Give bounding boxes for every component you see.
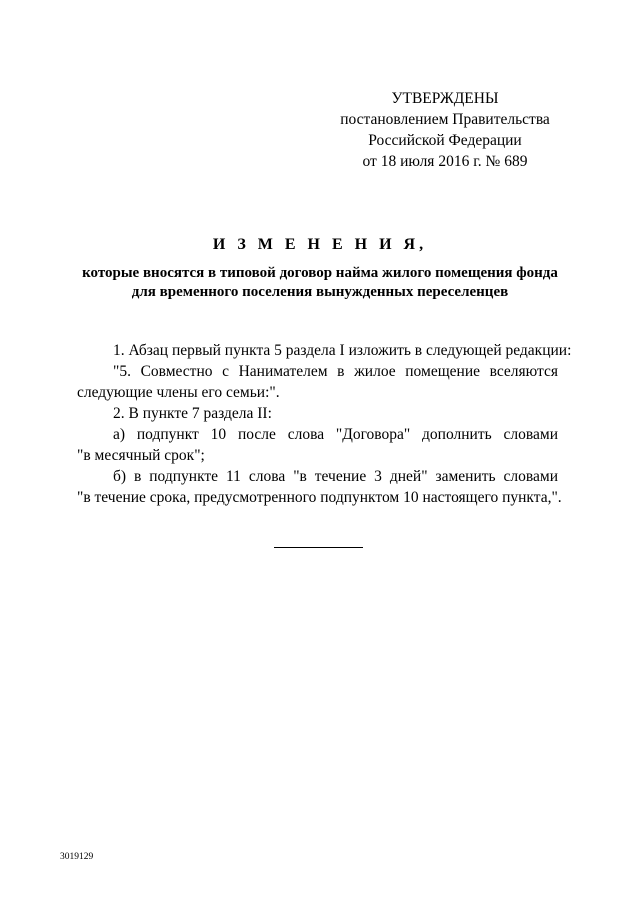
paragraph-4-line-2: "в месячный срок";: [77, 447, 205, 464]
subtitle-line: которые вносятся в типовой договор найма жилого помещения фонда: [82, 265, 558, 281]
subtitle-line: для временного поселения вынужденных переселенцев: [131, 284, 509, 300]
paragraph-5-line-1: б) в подпункте 11 слова "в течение 3 дней" заменить словами: [113, 468, 558, 485]
paragraph-2-line-2: следующие члены его семьи:".: [77, 384, 280, 401]
paragraph-1: 1. Абзац первый пункта 5 раздела I изложить в следующей редакции:: [113, 342, 572, 359]
paragraph-5-line-2: "в течение срока, предусмотренного подпунктом 10 настоящего пункта,".: [77, 489, 562, 506]
document-subtitle: [60, 264, 580, 302]
approval-heading: УТВЕРЖДЕНЫ: [391, 90, 499, 107]
paragraph-4-line-1: а) подпункт 10 после слова "Договора" дополнить словами: [113, 426, 558, 443]
paragraph-2-line-1: "5. Совместно с Нанимателем в жилое помещение вселяются: [113, 363, 558, 380]
approval-date: от 18 июля 2016 г. № 689: [362, 153, 528, 170]
document-number: 3019129: [60, 852, 94, 862]
closing-rule: [274, 547, 363, 548]
document-body: [77, 340, 572, 508]
paragraph-3: 2. В пункте 7 раздела II:: [113, 405, 272, 422]
approval-block: [330, 88, 560, 172]
approval-line: постановлением Правительства: [340, 111, 550, 128]
approval-line: Российской Федерации: [368, 132, 522, 149]
document-title: И З М Е Н Е Н И Я,: [212, 236, 428, 253]
